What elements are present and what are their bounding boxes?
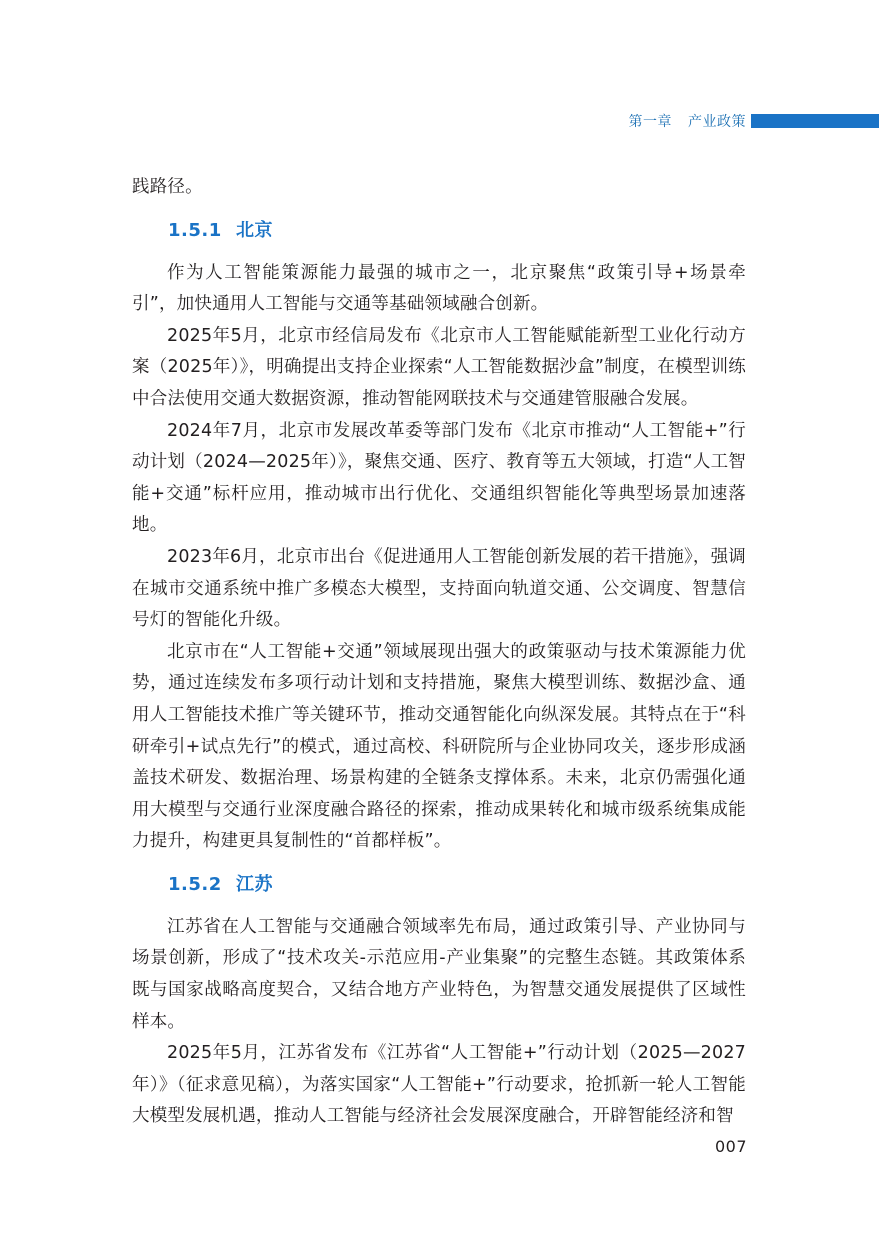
paragraph: 北京市在“人工智能+交通”领域展现出强大的政策驱动与技术策源能力优势，通过连续发布多项行动计划和支持措施，聚焦大模型训练、数据沙盒、通用人工智能技术推广等关键环节，推动交通智能化向纵深发展。其特点在于“科研牵引+试点先行”的模式，通过高校、科研院所与企业协同攻关，逐步形成涵盖技术研发、数据治理、场景构建的全链条支撑体系。未来，北京仍需强化通用大模型与交通行业深度融合路径的探索，推动成果转化和城市级系统集成能力提升，构建更具复制性的“首都样板”。 xyxy=(132,641,746,852)
section-heading-beijing xyxy=(132,216,746,246)
paragraph-continuation: 践路径。 xyxy=(132,177,203,197)
paragraph: 作为人工智能策源能力最强的城市之一，北京聚焦“政策引导+场景牵引”，加快通用人工智能与交通等基础领域融合创新。 xyxy=(132,262,746,315)
header-accent-bar xyxy=(751,114,879,128)
running-header xyxy=(0,108,879,134)
paragraph: 江苏省在人工智能与交通融合领域率先布局，通过政策引导、产业协同与场景创新，形成了“技术攻关-示范应用-产业集聚”的完整生态链。其政策体系既与国家战略高度契合，又结合地方产业特色，为智慧交通发展提供了区域性样本。 xyxy=(132,916,746,1032)
section-number: 1.5.1 xyxy=(168,219,222,241)
section-title: 江苏 xyxy=(236,873,273,895)
paragraph: 2025年5月，江苏省发布《江苏省“人工智能+”行动计划（2025—2027年）》（征求意见稿），为落实国家“人工智能+”行动要求，抢抓新一轮人工智能大模型发展机遇，推动人工智能与经济社会发展深度融合，开辟智能经济和智 xyxy=(132,1043,746,1127)
paragraph: 2024年7月，北京市发展改革委等部门发布《北京市推动“人工智能+”行动计划（2024—2025年）》，聚焦交通、医疗、教育等五大领域，打造“人工智能+交通”标杆应用，推动城市出行优化、交通组织智能化等典型场景加速落地。 xyxy=(132,420,746,536)
section-number: 1.5.2 xyxy=(168,873,222,895)
header-chapter: 第一章 xyxy=(628,114,672,130)
page-body xyxy=(132,172,746,1133)
header-text xyxy=(629,111,747,131)
paragraph: 2025年5月，北京市经信局发布《北京市人工智能赋能新型工业化行动方案（2025年）》，明确提出支持企业探索“人工智能数据沙盒”制度，在模型训练中合法使用交通大数据资源，推动智能网联技术与交通建管服融合发展。 xyxy=(132,325,746,409)
paragraph: 2023年6月，北京市出台《促进通用人工智能创新发展的若干措施》，强调在城市交通系统中推广多模态大模型，支持面向轨道交通、公交调度、智慧信号灯的智能化升级。 xyxy=(132,546,746,631)
page-number: 007 xyxy=(714,1137,747,1156)
section-title: 北京 xyxy=(236,219,273,241)
header-title: 产业政策 xyxy=(688,114,746,130)
section-heading-jiangsu xyxy=(132,870,746,900)
